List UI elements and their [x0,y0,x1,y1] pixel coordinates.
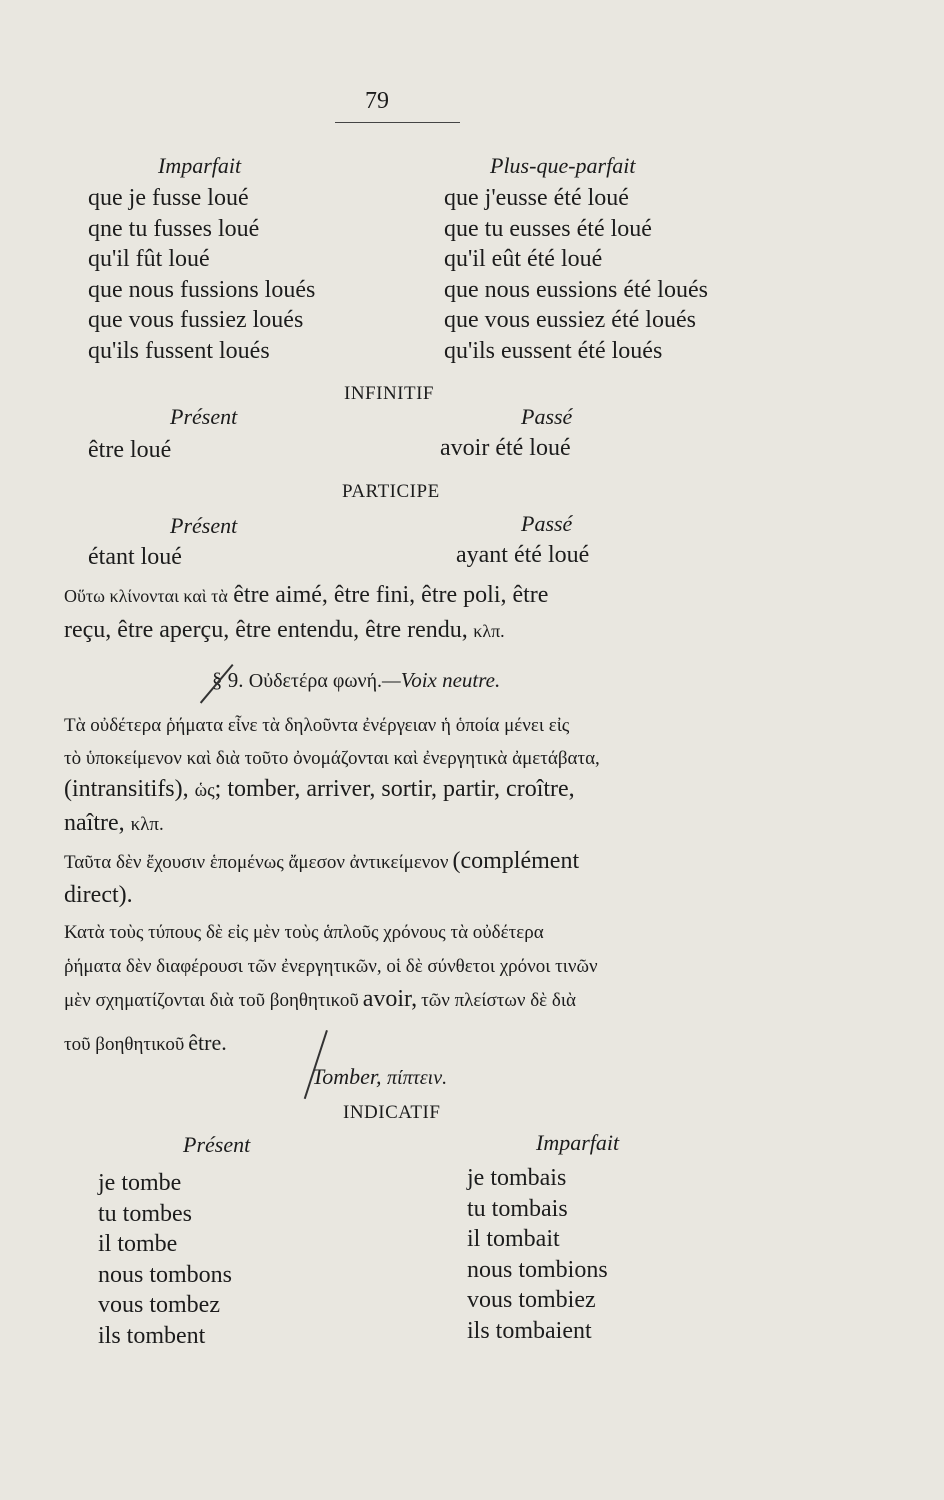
indicatif-present-title: Présent [183,1132,251,1157]
paragraph-1-line-4 [64,810,164,837]
latin-text: ; tomber, arriver, sortir, partir, croître, [214,776,575,802]
section-latin-title: —Voix neutre. [382,668,501,692]
section-heading [212,668,500,693]
page-number-rule [335,122,460,123]
plus-que-parfait-list [444,183,708,366]
list-item: ils tombent [98,1322,206,1349]
imparfait-title: Imparfait [158,153,242,178]
plus-que-parfait-title: Plus-que-parfait [490,153,636,178]
latin-text: reçu, être aperçu, être entendu, être rendu, [64,617,468,643]
infinitif-present-title: Présent [170,404,238,429]
latin-text: être aimé, être fini, être poli, être [233,582,549,608]
list-item: je tombais [467,1165,567,1191]
greek-text: κλπ. [473,621,505,641]
list-item: que vous eussiez été loués [444,307,696,333]
paragraph-2-line-1 [64,848,579,875]
indicatif-heading: INDICATIF [343,1102,441,1123]
verb-heading [312,1064,447,1090]
list-item: qu'il fût loué [88,246,210,272]
participe-passe-title: Passé [521,511,573,536]
participe-heading: PARTICIPE [342,481,440,502]
list-item: il tombe [98,1231,178,1257]
list-item: que nous eussions été loués [444,276,708,303]
imparfait-list [88,183,315,366]
latin-text: (intransitifs), [64,776,189,802]
list-item: vous tombez [98,1292,220,1318]
list-item: que nous fussions loués [88,276,316,303]
indicatif-present-list [98,1168,232,1351]
list-item: qu'il eût été loué [444,246,603,272]
conjugated-note-line-2 [64,617,505,644]
paragraph-1-line-2: τὸ ὑποκείμενον καὶ διὰ τοῦτο ὀνομάζονται καὶ ἐνεργητικὰ ἀμετάβατα, [64,748,600,769]
greek-text: Οὕτω κλίνονται καὶ τὰ [64,586,228,606]
paragraph-3-line-1: Κατὰ τοὺς τύπους δὲ εἰς μὲν τοὺς ἁπλοῦς χρόνους τὰ οὐδέτερα [64,922,544,943]
paragraph-1-line-3 [64,776,575,803]
list-item: tu tombais [467,1195,568,1222]
paragraph-3-line-3 [64,986,576,1013]
list-item: nous tombons [98,1261,233,1288]
greek-text: Ταῦτα δὲν ἔχουσιν ἑπομένως ἄμεσον ἀντικείμενον [64,852,449,873]
list-item: il tombait [467,1226,560,1252]
infinitif-passe-title: Passé [521,404,573,429]
list-item: je tombe [98,1170,182,1196]
greek-text: κλπ. [130,814,164,835]
paragraph-2-line-2: direct). [64,882,133,908]
latin-text: (complément [452,848,580,874]
latin-text: être. [188,1030,227,1055]
list-item: que j'eusse été loué [444,185,629,211]
indicatif-imparfait-list [467,1163,608,1346]
list-item: tu tombes [98,1200,192,1227]
infinitif-passe-value: avoir été loué [440,435,571,461]
list-item: qne tu fusses loué [88,215,260,242]
paragraph-3-line-2: ῥήματα δὲν διαφέρουσι τῶν ἐνεργητικῶν, οἱ δὲ σύνθετοι χρόνοι τινῶν [64,956,598,977]
participe-passe-value: ayant été loué [456,542,590,568]
list-item: que tu eusses été loué [444,215,652,242]
conjugated-note-line-1 [64,582,548,609]
list-item: que vous fussiez loués [88,307,304,333]
paragraph-3-line-4 [64,1030,227,1056]
greek-text: τῶν πλείστων δὲ διὰ [421,990,576,1011]
list-item: qu'ils fussent loués [88,337,270,364]
paragraph-1-line-1: Τὰ οὐδέτερα ῥήματα εἶνε τὰ δηλοῦντα ἐνέργειαν ἡ ὁποία μένει εἰς [64,715,570,736]
list-item: qu'ils eussent été loués [444,337,663,364]
section-number: § 9. [212,668,244,692]
list-item: que je fusse loué [88,185,249,211]
infinitif-heading: INFINITIF [344,383,434,404]
participe-present-value: étant loué [88,544,182,570]
list-item: nous tombions [467,1256,608,1283]
section-greek-title: Οὐδετέρα φωνή. [248,670,383,692]
latin-text: naître, [64,810,125,836]
indicatif-imparfait-title: Imparfait [536,1130,620,1155]
participe-present-title: Présent [170,513,238,538]
verb-greek: πίπτειν. [387,1067,448,1089]
infinitif-present-value: être loué [88,437,172,463]
greek-text: μὲν σχηματίζονται διὰ τοῦ βοηθητικοῦ [64,990,359,1011]
list-item: ils tombaient [467,1317,592,1344]
greek-text: ὡς [194,780,215,801]
greek-text: τοῦ βοηθητικοῦ [64,1034,185,1055]
latin-text: avoir, [362,986,418,1012]
list-item: vous tombiez [467,1287,596,1313]
page-number: 79 [365,88,389,114]
verb-latin: Tomber, [312,1064,382,1089]
